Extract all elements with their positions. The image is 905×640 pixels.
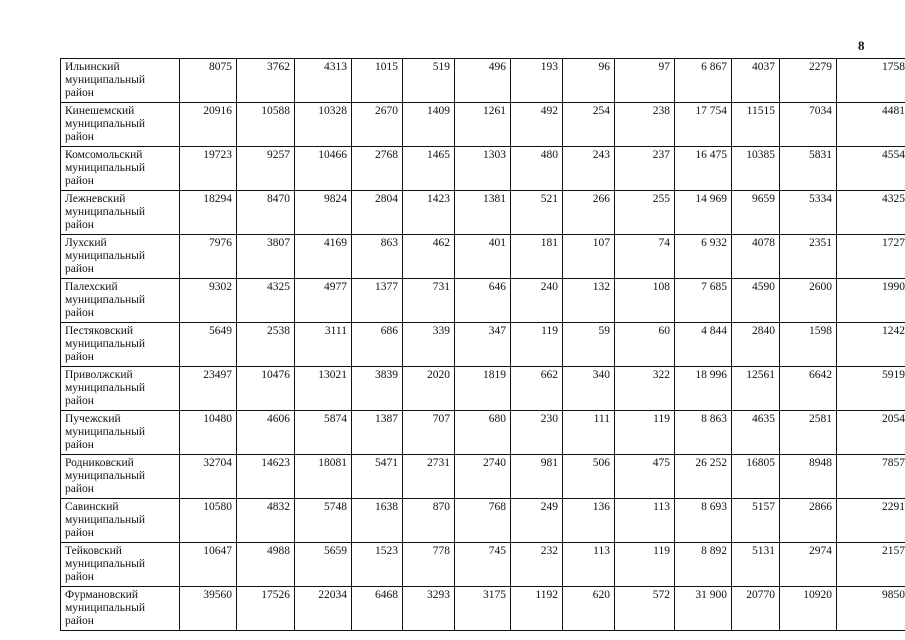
table-row — [61, 411, 905, 455]
value-cell: 4606 — [237, 411, 295, 455]
value-cell: 14623 — [237, 455, 295, 499]
value-cell: 60 — [615, 323, 675, 367]
value-cell: 1523 — [352, 543, 403, 587]
value-cell: 22034 — [295, 587, 352, 631]
value-cell: 2866 — [780, 499, 837, 543]
value-cell: 26 252 — [675, 455, 732, 499]
value-cell: 14 969 — [675, 191, 732, 235]
value-cell: 7 685 — [675, 279, 732, 323]
value-cell: 240 — [511, 279, 563, 323]
value-cell: 113 — [615, 499, 675, 543]
value-cell: 136 — [563, 499, 615, 543]
value-cell: 2974 — [780, 543, 837, 587]
value-cell: 2600 — [780, 279, 837, 323]
value-cell: 8075 — [180, 59, 237, 103]
table-row — [61, 103, 905, 147]
value-cell: 5831 — [780, 147, 837, 191]
value-cell: 981 — [511, 455, 563, 499]
value-cell: 1598 — [780, 323, 837, 367]
value-cell: 11515 — [732, 103, 780, 147]
value-cell: 10476 — [237, 367, 295, 411]
value-cell: 18081 — [295, 455, 352, 499]
value-cell: 2351 — [780, 235, 837, 279]
value-cell: 347 — [455, 323, 511, 367]
value-cell: 1387 — [352, 411, 403, 455]
value-cell: 2670 — [352, 103, 403, 147]
value-cell: 2279 — [780, 59, 837, 103]
value-cell: 1261 — [455, 103, 511, 147]
value-cell: 4635 — [732, 411, 780, 455]
table-row — [61, 587, 905, 631]
value-cell: 8 892 — [675, 543, 732, 587]
value-cell: 707 — [403, 411, 455, 455]
value-cell: 4325 — [237, 279, 295, 323]
data-table — [60, 58, 905, 631]
value-cell: 255 — [615, 191, 675, 235]
value-cell: 16805 — [732, 455, 780, 499]
value-cell: 9824 — [295, 191, 352, 235]
value-cell: 4832 — [237, 499, 295, 543]
value-cell: 10480 — [180, 411, 237, 455]
value-cell: 475 — [615, 455, 675, 499]
value-cell: 521 — [511, 191, 563, 235]
value-cell: 17 754 — [675, 103, 732, 147]
value-cell: 2020 — [403, 367, 455, 411]
value-cell: 462 — [403, 235, 455, 279]
value-cell: 8 693 — [675, 499, 732, 543]
value-cell: 5649 — [180, 323, 237, 367]
value-cell: 9257 — [237, 147, 295, 191]
value-cell: 680 — [455, 411, 511, 455]
value-cell: 1303 — [455, 147, 511, 191]
value-cell: 9302 — [180, 279, 237, 323]
value-cell: 5748 — [295, 499, 352, 543]
value-cell: 9850 — [837, 587, 905, 631]
value-cell: 10385 — [732, 147, 780, 191]
value-cell: 97 — [615, 59, 675, 103]
value-cell: 4078 — [732, 235, 780, 279]
value-cell: 96 — [563, 59, 615, 103]
value-cell: 1381 — [455, 191, 511, 235]
value-cell: 2581 — [780, 411, 837, 455]
table-row — [61, 279, 905, 323]
table-row — [61, 59, 905, 103]
value-cell: 119 — [511, 323, 563, 367]
value-cell: 181 — [511, 235, 563, 279]
value-cell: 132 — [563, 279, 615, 323]
value-cell: 745 — [455, 543, 511, 587]
value-cell: 506 — [563, 455, 615, 499]
value-cell: 17526 — [237, 587, 295, 631]
value-cell: 59 — [563, 323, 615, 367]
value-cell: 4037 — [732, 59, 780, 103]
value-cell: 254 — [563, 103, 615, 147]
value-cell: 1377 — [352, 279, 403, 323]
value-cell: 39560 — [180, 587, 237, 631]
value-cell: 778 — [403, 543, 455, 587]
district-name-cell: Тейковский муниципальный район — [61, 543, 180, 587]
value-cell: 4325 — [837, 191, 905, 235]
district-name-cell: Лежневский муниципальный район — [61, 191, 180, 235]
district-name-cell: Савинский муниципальный район — [61, 499, 180, 543]
value-cell: 2157 — [837, 543, 905, 587]
value-cell: 32704 — [180, 455, 237, 499]
value-cell: 113 — [563, 543, 615, 587]
value-cell: 2731 — [403, 455, 455, 499]
value-cell: 731 — [403, 279, 455, 323]
value-cell: 8948 — [780, 455, 837, 499]
value-cell: 5131 — [732, 543, 780, 587]
district-name-cell: Кинешемский муниципальный район — [61, 103, 180, 147]
value-cell: 572 — [615, 587, 675, 631]
value-cell: 519 — [403, 59, 455, 103]
value-cell: 243 — [563, 147, 615, 191]
district-name-cell: Фурмановский муниципальный район — [61, 587, 180, 631]
value-cell: 5874 — [295, 411, 352, 455]
value-cell: 340 — [563, 367, 615, 411]
value-cell: 10647 — [180, 543, 237, 587]
value-cell: 662 — [511, 367, 563, 411]
value-cell: 1015 — [352, 59, 403, 103]
value-cell: 322 — [615, 367, 675, 411]
district-name-cell: Родниковский муниципальный район — [61, 455, 180, 499]
value-cell: 1465 — [403, 147, 455, 191]
table-row — [61, 323, 905, 367]
value-cell: 10580 — [180, 499, 237, 543]
table-row — [61, 191, 905, 235]
value-cell: 4590 — [732, 279, 780, 323]
value-cell: 863 — [352, 235, 403, 279]
value-cell: 1423 — [403, 191, 455, 235]
value-cell: 13021 — [295, 367, 352, 411]
value-cell: 107 — [563, 235, 615, 279]
value-cell: 18 996 — [675, 367, 732, 411]
value-cell: 108 — [615, 279, 675, 323]
value-cell: 1819 — [455, 367, 511, 411]
district-name-cell: Пестяковский муниципальный район — [61, 323, 180, 367]
value-cell: 6642 — [780, 367, 837, 411]
table-row — [61, 235, 905, 279]
table-row — [61, 455, 905, 499]
value-cell: 4988 — [237, 543, 295, 587]
value-cell: 686 — [352, 323, 403, 367]
value-cell: 5334 — [780, 191, 837, 235]
value-cell: 8470 — [237, 191, 295, 235]
value-cell: 2538 — [237, 323, 295, 367]
value-cell: 18294 — [180, 191, 237, 235]
value-cell: 480 — [511, 147, 563, 191]
value-cell: 8 863 — [675, 411, 732, 455]
table-row — [61, 543, 905, 587]
district-name-cell: Ильинский муниципальный район — [61, 59, 180, 103]
value-cell: 2768 — [352, 147, 403, 191]
table-row — [61, 367, 905, 411]
value-cell: 19723 — [180, 147, 237, 191]
value-cell: 9659 — [732, 191, 780, 235]
value-cell: 3293 — [403, 587, 455, 631]
value-cell: 16 475 — [675, 147, 732, 191]
value-cell: 1990 — [837, 279, 905, 323]
value-cell: 111 — [563, 411, 615, 455]
value-cell: 3762 — [237, 59, 295, 103]
value-cell: 2740 — [455, 455, 511, 499]
value-cell: 31 900 — [675, 587, 732, 631]
value-cell: 10920 — [780, 587, 837, 631]
district-name-cell: Комсомольский муниципальный район — [61, 147, 180, 191]
value-cell: 3175 — [455, 587, 511, 631]
value-cell: 238 — [615, 103, 675, 147]
value-cell: 10328 — [295, 103, 352, 147]
value-cell: 1727 — [837, 235, 905, 279]
value-cell: 1638 — [352, 499, 403, 543]
value-cell: 870 — [403, 499, 455, 543]
value-cell: 7034 — [780, 103, 837, 147]
value-cell: 768 — [455, 499, 511, 543]
value-cell: 1758 — [837, 59, 905, 103]
value-cell: 3111 — [295, 323, 352, 367]
district-name-cell: Лухский муниципальный район — [61, 235, 180, 279]
value-cell: 401 — [455, 235, 511, 279]
value-cell: 74 — [615, 235, 675, 279]
table-row — [61, 147, 905, 191]
value-cell: 3807 — [237, 235, 295, 279]
value-cell: 339 — [403, 323, 455, 367]
value-cell: 232 — [511, 543, 563, 587]
value-cell: 7857 — [837, 455, 905, 499]
value-cell: 5471 — [352, 455, 403, 499]
value-cell: 4554 — [837, 147, 905, 191]
value-cell: 2840 — [732, 323, 780, 367]
value-cell: 3839 — [352, 367, 403, 411]
value-cell: 620 — [563, 587, 615, 631]
value-cell: 6 932 — [675, 235, 732, 279]
value-cell: 2804 — [352, 191, 403, 235]
value-cell: 7976 — [180, 235, 237, 279]
value-cell: 4481 — [837, 103, 905, 147]
value-cell: 2054 — [837, 411, 905, 455]
value-cell: 5919 — [837, 367, 905, 411]
value-cell: 5157 — [732, 499, 780, 543]
value-cell: 5659 — [295, 543, 352, 587]
value-cell: 646 — [455, 279, 511, 323]
value-cell: 10466 — [295, 147, 352, 191]
value-cell: 230 — [511, 411, 563, 455]
value-cell: 1409 — [403, 103, 455, 147]
value-cell: 193 — [511, 59, 563, 103]
value-cell: 496 — [455, 59, 511, 103]
value-cell: 492 — [511, 103, 563, 147]
value-cell: 12561 — [732, 367, 780, 411]
value-cell: 1192 — [511, 587, 563, 631]
page-number: 8 — [858, 38, 865, 53]
district-name-cell: Палехский муниципальный район — [61, 279, 180, 323]
value-cell: 119 — [615, 411, 675, 455]
value-cell: 23497 — [180, 367, 237, 411]
value-cell: 4977 — [295, 279, 352, 323]
value-cell: 249 — [511, 499, 563, 543]
value-cell: 20770 — [732, 587, 780, 631]
value-cell: 4 844 — [675, 323, 732, 367]
value-cell: 2291 — [837, 499, 905, 543]
value-cell: 237 — [615, 147, 675, 191]
value-cell: 10588 — [237, 103, 295, 147]
table-row — [61, 499, 905, 543]
value-cell: 119 — [615, 543, 675, 587]
district-name-cell: Пучежский муниципальный район — [61, 411, 180, 455]
value-cell: 6468 — [352, 587, 403, 631]
district-name-cell: Приволжский муниципальный район — [61, 367, 180, 411]
value-cell: 6 867 — [675, 59, 732, 103]
value-cell: 20916 — [180, 103, 237, 147]
value-cell: 4313 — [295, 59, 352, 103]
value-cell: 266 — [563, 191, 615, 235]
value-cell: 4169 — [295, 235, 352, 279]
value-cell: 1242 — [837, 323, 905, 367]
